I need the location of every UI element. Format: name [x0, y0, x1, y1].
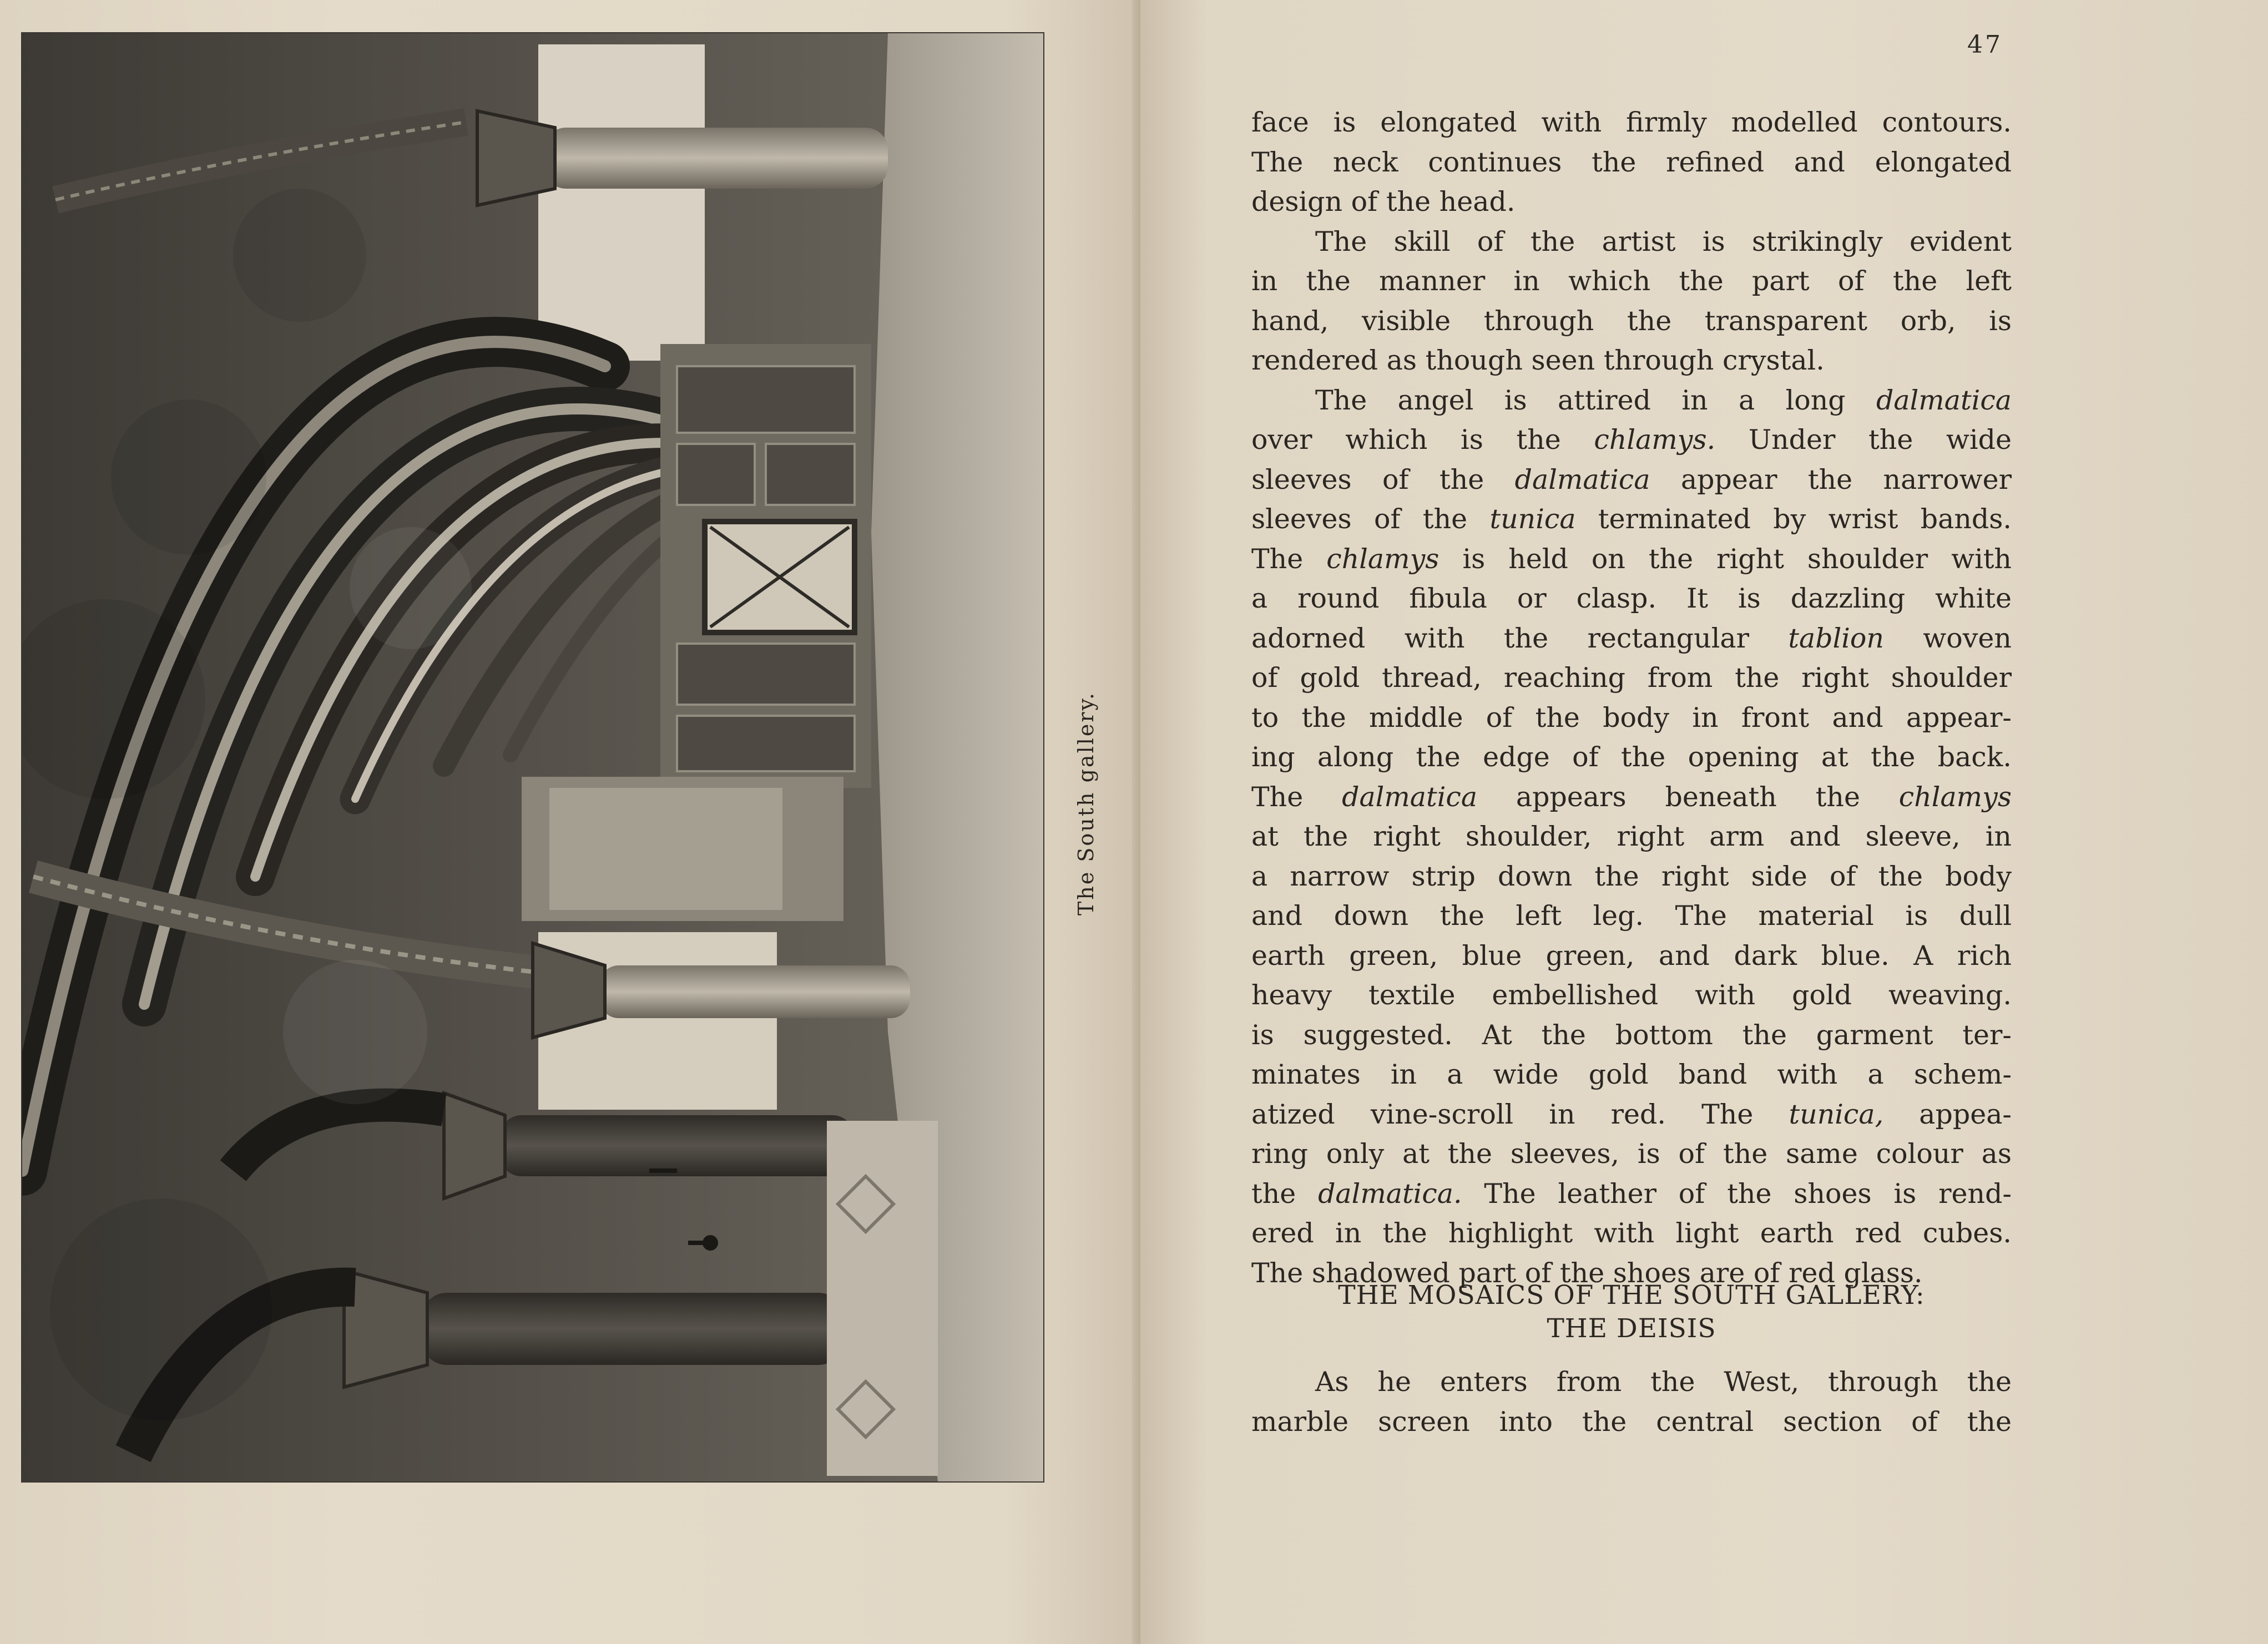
text-line [1251, 381, 2012, 421]
italic-term: chlamys. [1594, 424, 1716, 456]
paragraph-3 [1251, 381, 2012, 1293]
text-run: The leather of the shoes is rend- [1462, 1177, 2012, 1210]
text-run: minates in a wide gold band with a schem- [1251, 1059, 2012, 1090]
section-heading-line-2: THE DEISIS [1547, 1313, 1716, 1344]
italic-term: dalmatica [1876, 384, 2012, 416]
text-line [1251, 1134, 2012, 1174]
text-run: is held on the right shoulder with [1439, 543, 2012, 575]
text-line [1251, 777, 2012, 817]
page-number: 47 [1967, 31, 2003, 59]
plate-caption-text: The South gallery. [1074, 691, 1098, 915]
text-run: to the middle of the body in front and appear- [1251, 701, 2012, 734]
text-run: The skill of the artist is strikingly evident [1315, 225, 2012, 257]
text-run: sleeves of the [1251, 503, 1490, 535]
text-run: ring only at the sleeves, is of the same colour as [1251, 1138, 2012, 1170]
text-run: appea- [1883, 1098, 2012, 1130]
text-line [1251, 341, 2012, 381]
text-line [1251, 103, 2012, 143]
text-line [1251, 857, 2012, 897]
text-run: marble screen into the central section of the [1251, 1405, 2012, 1438]
text-line [1251, 182, 2012, 222]
text-line [1251, 301, 2012, 341]
text-run: hand, visible through the transparent orb, is [1251, 305, 2012, 337]
text-run: a narrow strip down the right side of the body [1251, 860, 2012, 892]
text-line [1251, 896, 2012, 936]
text-run: and down the left leg. The material is dull [1251, 900, 2012, 932]
text-run: design of the head. [1251, 186, 1516, 217]
text-line [1251, 619, 2012, 659]
text-line [1251, 1015, 2012, 1055]
text-run: a round fibula or clasp. It is dazzling white [1251, 583, 2012, 614]
text-line [1251, 936, 2012, 976]
text-run: in the manner in which the part of the left [1251, 265, 2012, 297]
text-line [1251, 420, 2012, 460]
text-line [1251, 975, 2012, 1015]
text-run: appear the narrower [1650, 463, 2012, 495]
text-line [1251, 1402, 2012, 1442]
text-run: at the right shoulder, right arm and sleeve, in [1251, 821, 2012, 852]
text-run: heavy textile embellished with gold weaving. [1251, 979, 2012, 1011]
paragraph-2 [1251, 222, 2012, 381]
text-run: adorned with the rectangular [1251, 622, 1789, 654]
text-run: woven [1884, 622, 2012, 654]
text-line [1251, 143, 2012, 183]
text-line [1251, 1213, 2012, 1253]
text-run: earth green, blue green, and dark blue. A rich [1251, 939, 2012, 972]
text-line [1251, 817, 2012, 857]
text-line [1251, 539, 2012, 579]
text-line [1251, 658, 2012, 698]
text-line [1251, 698, 2012, 738]
text-line [1251, 1362, 2012, 1402]
text-line [1251, 1055, 2012, 1095]
body-text-after-heading [1251, 1362, 2012, 1441]
text-line [1251, 222, 2012, 262]
text-run: over which is the [1251, 424, 1594, 456]
text-line [1251, 499, 2012, 539]
text-run: ered in the highlight with light earth red cubes. [1251, 1217, 2012, 1249]
italic-term: tablion [1788, 622, 1884, 654]
section-heading-line-1: THE MOSAICS OF THE SOUTH GALLERY: [1338, 1280, 1925, 1311]
text-run: is suggested. At the bottom the garment ter- [1251, 1019, 2012, 1051]
text-line [1251, 737, 2012, 777]
text-run: the [1251, 1177, 1319, 1210]
italic-term: dalmatica. [1318, 1177, 1462, 1210]
text-run: Under the wide [1715, 424, 2012, 456]
text-run: terminated by wrist bands. [1575, 503, 2012, 535]
italic-term: tunica, [1789, 1098, 1884, 1130]
text-line [1251, 460, 2012, 500]
paragraph-4 [1251, 1362, 2012, 1441]
text-run: atized vine-scroll in red. The [1251, 1098, 1789, 1130]
text-run: The [1251, 781, 1342, 813]
text-run: ing along the edge of the opening at the back. [1251, 741, 2012, 773]
italic-term: chlamys [1326, 543, 1439, 575]
text-run: The [1251, 543, 1327, 575]
text-line [1251, 1174, 2012, 1214]
text-run: The angel is attired in a long [1315, 384, 1877, 416]
italic-term: dalmatica [1514, 463, 1650, 495]
italic-term: dalmatica [1342, 781, 1478, 813]
italic-term: chlamys [1898, 781, 2012, 813]
south-gallery-photograph [22, 33, 1043, 1481]
text-run: of gold thread, reaching from the right shoulder [1251, 662, 2012, 694]
text-run: As he enters from the West, through the [1315, 1366, 2012, 1398]
text-run: face is elongated with firmly modelled contours. [1251, 107, 2012, 138]
italic-term: tunica [1489, 503, 1576, 535]
text-run: rendered as though seen through crystal. [1251, 345, 1825, 376]
text-run: The shadowed part of the shoes are of red glass. [1251, 1257, 1923, 1289]
text-run: sleeves of the [1251, 463, 1515, 495]
gallery-photo-illustration [22, 33, 1043, 1481]
text-line [1251, 261, 2012, 301]
text-run: appears beneath the [1477, 781, 1899, 813]
text-line [1251, 1095, 2012, 1135]
section-heading [1251, 1279, 2012, 1345]
paragraph-1 [1251, 103, 2012, 222]
text-line [1251, 579, 2012, 619]
text-run: The neck continues the refined and elongated [1251, 146, 2012, 178]
body-text-main [1251, 103, 2012, 1293]
